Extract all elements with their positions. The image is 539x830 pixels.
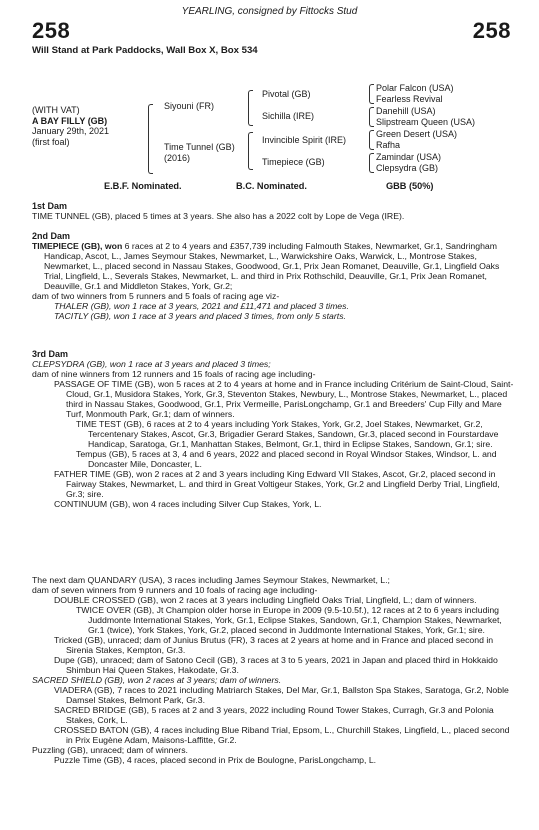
timepiece-text: 6 races at 2 to 4 years and £357,739 including Falmouth Stakes, Newmarket, Gr.1, Sandringham Handicap, Ascot, L., James Seymour Stakes, Newmarket, L., Warwickshire Oaks, Warwick, L., Montrose Stakes, Newmarket, L., placed second in Nassau Stakes, Goodwood, Gr.1, Prix Jean Romanet, Deauville, Gr.1, Lingfield Oaks Trial, Lingfield, L., Severals Stakes, Newmarket, L. and third in Prix Rothschild, Deauville, Gr.1, Prix Jean Romanet, Deauville, Gr.1 and Middleton Stakes, York, Gr.2; (44, 241, 500, 291)
dam: Time Tunnel (GB) (164, 142, 235, 152)
vat-note: (WITH VAT) (32, 105, 80, 115)
quandary-record: The next dam QUANDARY (USA), 3 races including James Seymour Stakes, Newmarket, L.; (32, 575, 390, 585)
third-dam-heading: 3rd Dam (32, 349, 69, 359)
tacitly-record: TACITLY (GB), won 1 race at 3 years and placed 3 times, from only 5 starts. (54, 311, 346, 321)
third-dam-section (32, 349, 516, 509)
double-crossed-record: DOUBLE CROSSED (GB), won 2 races at 3 years including Lingfield Oaks Trial, Lingfield, L.; dam of winners. (54, 595, 477, 605)
brace-dd (369, 153, 374, 173)
ssd: Fearless Revival (376, 94, 443, 104)
sacred-bridge-record: SACRED BRIDGE (GB), 5 races at 2 and 3 years, 2022 including Round Tower Stakes, Curragh, Gr.3 and Polonia Stakes, Cork, L. (54, 705, 494, 725)
dam-sire: Invincible Spirit (IRE) (262, 135, 347, 145)
second-dam-section (32, 231, 516, 321)
dam-year: (2016) (164, 153, 191, 163)
sss: Polar Falcon (USA) (376, 83, 454, 93)
clepsydra-produce: dam of nine winners from 12 runners and 15 foals of racing age including- (32, 369, 316, 379)
tricked-record: Tricked (GB), unraced; dam of Junius Brutus (FR), 3 races at 2 years at home and in France and placed second in Sirenia Stakes, Kempton, Gr.3. (54, 635, 494, 655)
clepsydra-record: CLEPSYDRA (GB), won 1 race at 3 years and placed 3 times; (32, 359, 271, 369)
foal-first: (first foal) (32, 136, 70, 147)
thaler-record: THALER (GB), won 1 race at 3 years, 2021 and £11,471 and placed 3 times. (54, 301, 349, 311)
time-test-record: TIME TEST (GB), 6 races at 2 to 4 years including York Stakes, York, Gr.2, Joel Stakes, Newmarket, Gr.2, Tercentenary Stakes, Ascot, Gr.3, Brigadier Gerard Stakes, Sandown, Gr.3, placed second in Fourstardave Handicap, Saratoga, Gr.1, Manhattan Stakes, Belmont, Gr.1, third in Eclipse Stakes, Sandown, Gr.1; sire. (76, 419, 499, 449)
quandary-produce: dam of seven winners from 9 runners and 10 foals of racing age including- (32, 585, 318, 595)
first-dam-text: TIME TUNNEL (GB), placed 5 times at 3 years. She also has a 2022 colt by Lope de Vega (IRE). (32, 211, 405, 221)
sire: Siyouni (FR) (164, 101, 215, 111)
next-dam-section (32, 575, 516, 765)
brace-dam (248, 132, 253, 170)
father-time-record: FATHER TIME (GB), won 2 races at 2 and 3 years including King Edward VII Stakes, Ascot, Gr.2, placed second in Fairway Stakes, Newmarket, L. and third in Great Voltigeur Stakes, York, Gr.2 and Lingfield Derby Trial, Lingfield, Gr.3; sire. (54, 469, 500, 499)
stand-location: Will Stand at Park Paddocks, Wall Box X, Box 534 (32, 45, 258, 56)
tempus-record: Tempus (GB), 5 races at 3, 4 and 6 years, 2022 and placed second in Royal Windsor Stakes, Windsor, L. and Doncaster Mile, Doncaster, L. (76, 449, 497, 469)
first-dam-section (32, 201, 516, 221)
timepiece-name: TIMEPIECE (GB), won (32, 241, 123, 251)
first-dam-heading: 1st Dam (32, 201, 68, 211)
dsd: Rafha (376, 140, 401, 150)
sds: Danehill (USA) (376, 106, 436, 116)
foal-dob: January 29th, 2021 (32, 126, 110, 136)
foal-name: A BAY FILLY (GB) (32, 115, 108, 126)
foal-info (32, 105, 109, 147)
continuum-record: CONTINUUM (GB), won 4 races including Silver Cup Stakes, York, L. (54, 499, 322, 509)
brace-ds (369, 130, 374, 150)
second-dam-heading: 2nd Dam (32, 231, 71, 241)
second-dam-produce: dam of two winners from 5 runners and 5 foals of racing age viz- (32, 291, 280, 301)
timepiece-record (32, 241, 516, 291)
sire-dam: Sichilla (IRE) (262, 111, 315, 121)
passage-of-time-record: PASSAGE OF TIME (GB), won 5 races at 2 to 4 years at home and in France including Critérium de Saint-Cloud, Saint-Cloud, Gr.1, Musidora Stakes, York, Gr.3, Steventon Stakes, Newbury, L., Montrose Stakes, Newmarket, L., placed third in Nassau Stakes, Goodwood, Gr.1, Prix Vermeille, ParisLongchamp, Gr.1 and Breeders' Cup Filly and Mare Turf, Monmouth Park, Gr.1; dam of winners. (54, 379, 514, 419)
brace-ss (369, 84, 374, 104)
dam-dam: Timepiece (GB) (262, 157, 325, 167)
dds: Zamindar (USA) (376, 152, 442, 162)
bc-nominated: B.C. Nominated. (236, 181, 307, 191)
puzzle-time-record: Puzzle Time (GB), 4 races, placed second in Prix de Boulogne, ParisLongchamp, L. (54, 755, 377, 765)
dupe-record: Dupe (GB), unraced; dam of Satono Cecil (GB), 3 races at 3 to 5 years, 2021 in Japan and placed third in Hokkaido Shimbun Hai Queen Stakes, Hakodate, Gr.3. (54, 655, 498, 675)
lot-number-left: 258 (32, 18, 71, 43)
gbb-status: GBB (50%) (386, 181, 434, 191)
sacred-shield-record: SACRED SHIELD (GB), won 2 races at 3 years; dam of winners. (32, 675, 282, 685)
crossed-baton-record: CROSSED BATON (GB), 4 races including Blue Riband Trial, Epsom, L., Churchill Stakes, Lingfield, L., placed second in Prix Eugène Adam, Maisons-Laffitte, Gr.2. (54, 725, 510, 745)
sire-sire: Pivotal (GB) (262, 89, 311, 99)
ebf-nominated: E.B.F. Nominated. (104, 181, 182, 191)
sdd: Slipstream Queen (USA) (376, 117, 476, 127)
lot-number-right: 258 (472, 18, 511, 43)
puzzling-record: Puzzling (GB), unraced; dam of winners. (32, 745, 188, 755)
dss: Green Desert (USA) (376, 129, 458, 139)
brace-foal (148, 104, 153, 174)
ddd: Clepsydra (GB) (376, 163, 439, 173)
viadera-record: VIADERA (GB), 7 races to 2021 including Matriarch Stakes, Del Mar, Gr.1, Ballston Spa Stakes, Saratoga, Gr.2, Noble Damsel Stakes, Belmont Park, Gr.3. (54, 685, 509, 705)
twice-over-record: TWICE OVER (GB), Jt Champion older horse in Europe in 2009 (9.5-10.5f.), 12 races at 2 to 6 years including Juddmonte International Stakes, York, Gr.1, Eclipse Stakes, Sandown, Gr.1, Champion Stakes, Newmarket, Gr.1 (twice), York Stakes, York, Gr.2, placed second in Juddmonte International Stakes, York, Gr.1; sire. (76, 605, 502, 635)
consignment-header: YEARLING, consigned by Fittocks Stud (181, 6, 358, 17)
brace-sire (248, 90, 253, 126)
brace-sd (369, 107, 374, 127)
